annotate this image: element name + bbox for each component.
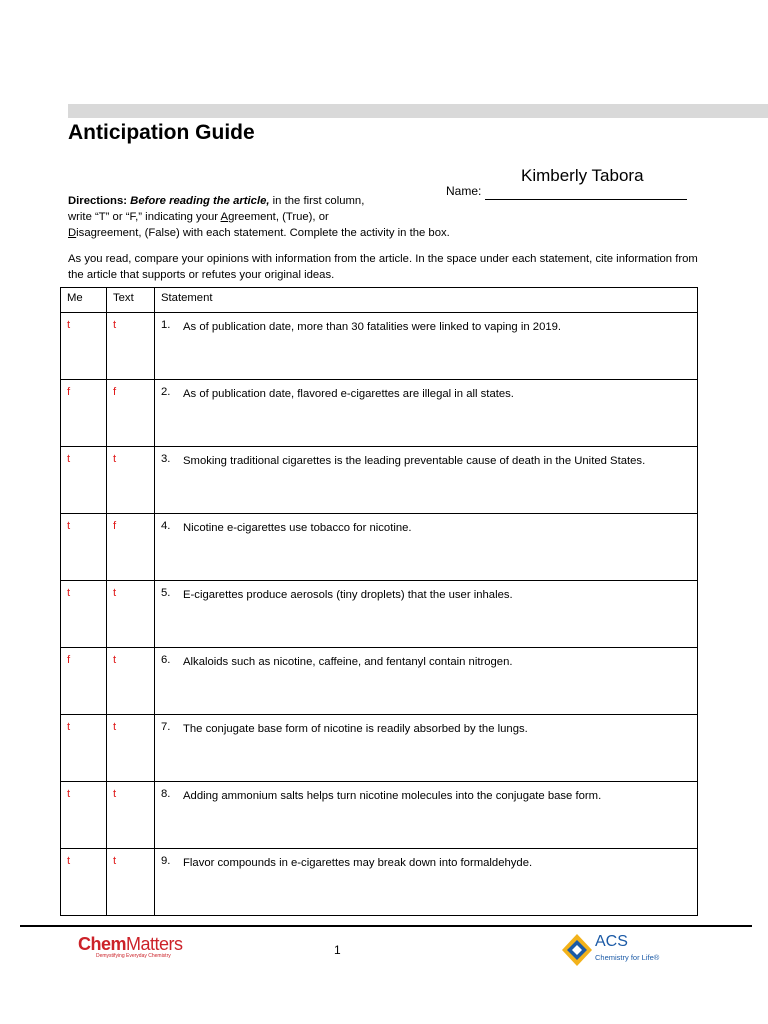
statement-number: 4. xyxy=(161,520,171,532)
statement-text: As of publication date, flavored e-cigarettes are illegal in all states. xyxy=(183,388,514,400)
statement-text: Alkaloids such as nicotine, caffeine, and fentanyl contain nitrogen. xyxy=(183,656,513,668)
name-label: Name: xyxy=(446,184,482,198)
me-answer: t xyxy=(61,849,107,916)
chemmatters-logo xyxy=(78,934,183,959)
acs-wordmark: ACS xyxy=(595,933,628,950)
statement-cell xyxy=(155,648,698,715)
statement-number: 5. xyxy=(161,587,171,599)
statement-text: The conjugate base form of nicotine is readily absorbed by the lungs. xyxy=(183,723,528,735)
statement-text: Nicotine e-cigarettes use tobacco for nicotine. xyxy=(183,522,412,534)
table-row xyxy=(61,514,698,581)
me-answer: f xyxy=(61,380,107,447)
statement-number: 1. xyxy=(161,319,171,331)
statement-cell xyxy=(155,581,698,648)
header-statement: Statement xyxy=(155,288,698,313)
acs-tagline: Chemistry for Life® xyxy=(595,953,660,962)
directions-line-3 xyxy=(68,225,508,241)
directions-line-2 xyxy=(68,209,508,225)
directions-text: greement, (True), or xyxy=(228,211,329,223)
me-answer: t xyxy=(61,447,107,514)
statement-number: 7. xyxy=(161,721,171,733)
table-row xyxy=(61,648,698,715)
directions-underlined-letter: A xyxy=(220,211,229,223)
directions-text: in the first column, xyxy=(269,195,365,207)
text-answer: t xyxy=(107,313,155,380)
text-answer: f xyxy=(107,514,155,581)
text-answer: t xyxy=(107,581,155,648)
statement-text: Adding ammonium salts helps turn nicotine molecules into the conjugate base form. xyxy=(183,790,602,802)
me-answer: f xyxy=(61,648,107,715)
directions-line-1 xyxy=(68,193,508,209)
me-answer: t xyxy=(61,313,107,380)
directions-label: Directions: xyxy=(68,195,128,207)
table-row xyxy=(61,715,698,782)
statement-cell xyxy=(155,514,698,581)
statement-cell xyxy=(155,849,698,916)
directions xyxy=(68,193,508,241)
header-bar xyxy=(68,104,768,118)
table-row xyxy=(61,380,698,447)
text-answer: t xyxy=(107,447,155,514)
instructions-paragraph: As you read, compare your opinions with information from the article. In the space under each statement, cite information from the article that supports or refutes your original ideas. xyxy=(68,253,698,281)
statement-cell xyxy=(155,313,698,380)
name-underline xyxy=(485,199,687,200)
student-name: Kimberly Tabora xyxy=(521,166,644,185)
directions-text: write “T” or “F,” indicating your xyxy=(68,211,221,223)
statement-text: As of publication date, more than 30 fatalities were linked to vaping in 2019. xyxy=(183,321,562,333)
statement-text: Flavor compounds in e-cigarettes may break down into formaldehyde. xyxy=(183,857,533,869)
header-me: Me xyxy=(61,288,107,313)
statement-number: 3. xyxy=(161,453,171,465)
me-answer: t xyxy=(61,715,107,782)
directions-emphasis: Before reading the article, xyxy=(130,195,270,207)
table-row xyxy=(61,313,698,380)
page-number: 1 xyxy=(334,943,341,957)
footer-divider xyxy=(20,925,752,927)
text-answer: t xyxy=(107,782,155,849)
logo-matters: Matters xyxy=(126,934,183,954)
text-answer: t xyxy=(107,715,155,782)
statement-cell xyxy=(155,380,698,447)
text-answer: t xyxy=(107,648,155,715)
directions-underlined-letter: D xyxy=(68,227,77,239)
me-answer: t xyxy=(61,581,107,648)
table-header-row xyxy=(61,288,698,313)
statement-number: 6. xyxy=(161,654,171,666)
table-row xyxy=(61,447,698,514)
statement-number: 9. xyxy=(161,855,171,867)
logo-tagline: Demystifying Everyday Chemistry xyxy=(96,953,171,959)
statement-cell xyxy=(155,715,698,782)
logo-chem: Chem xyxy=(78,934,127,954)
table-row xyxy=(61,782,698,849)
statement-cell xyxy=(155,447,698,514)
statement-cell xyxy=(155,782,698,849)
page-title: Anticipation Guide xyxy=(68,121,255,144)
statement-text: E-cigarettes produce aerosols (tiny droplets) that the user inhales. xyxy=(183,589,513,601)
statement-number: 8. xyxy=(161,788,171,800)
directions-text: isagreement, (False) with each statement. Complete the activity in the box. xyxy=(76,227,450,239)
table-row xyxy=(61,581,698,648)
table-row xyxy=(61,849,698,916)
acs-emblem-icon xyxy=(561,932,593,968)
text-answer: f xyxy=(107,380,155,447)
statement-number: 2. xyxy=(161,386,171,398)
text-answer: t xyxy=(107,849,155,916)
me-answer: t xyxy=(61,782,107,849)
acs-logo xyxy=(561,932,671,972)
me-answer: t xyxy=(61,514,107,581)
anticipation-table xyxy=(60,287,698,916)
statement-text: Smoking traditional cigarettes is the leading preventable cause of death in the United States. xyxy=(183,455,646,467)
header-text: Text xyxy=(107,288,155,313)
